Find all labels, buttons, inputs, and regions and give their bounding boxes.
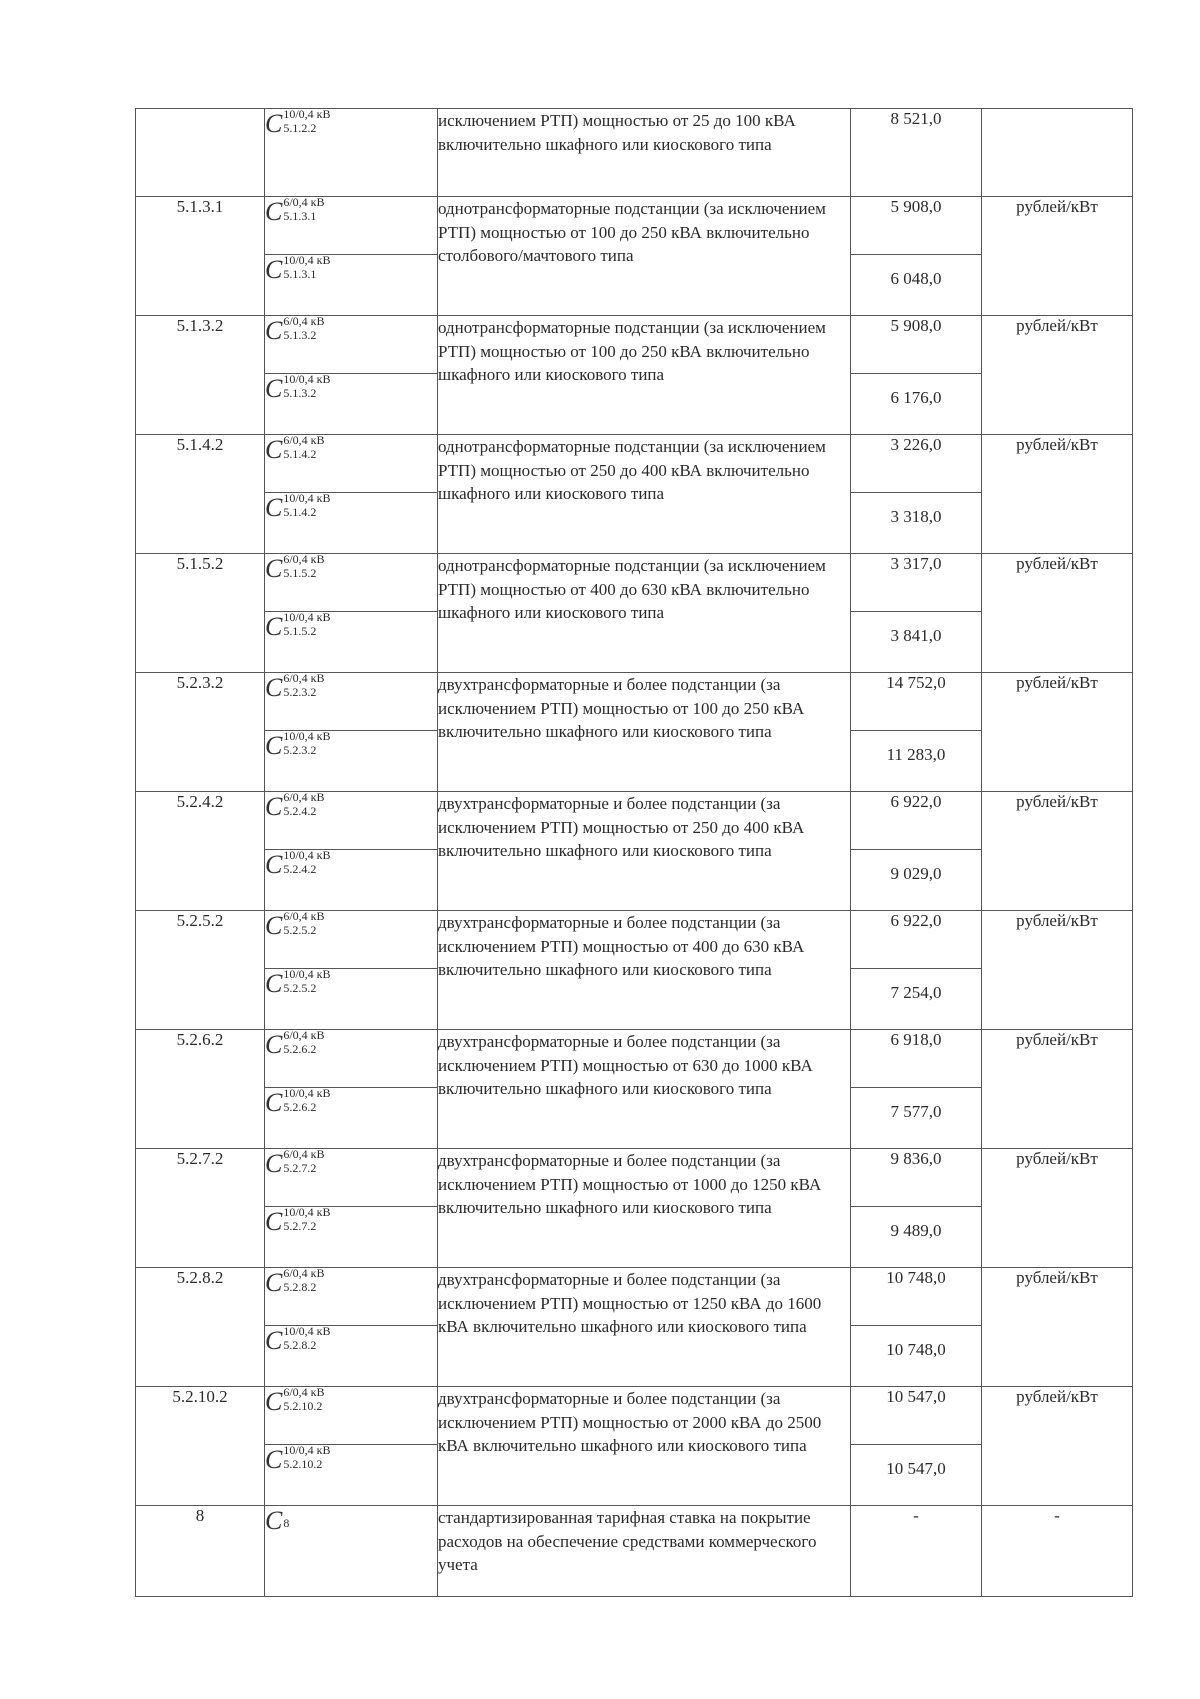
value-cell: 3 226,0 <box>851 435 982 493</box>
unit-cell: рублей/кВт <box>982 1268 1133 1387</box>
value-cell: 10 547,0 <box>851 1445 982 1506</box>
symbol-subscript: 5.2.10.2 <box>283 1457 323 1471</box>
symbol-subscript: 5.1.3.1 <box>283 267 317 281</box>
symbol-superscript: 10/0,4 кВ <box>283 1205 331 1219</box>
item-number-cell: 5.2.5.2 <box>136 911 265 1030</box>
symbol-subscript: 5.2.5.2 <box>283 923 317 937</box>
value-cell: 5 908,0 <box>851 197 982 255</box>
value-cell: 14 752,0 <box>851 673 982 731</box>
value-cell: 11 283,0 <box>851 731 982 792</box>
value-cell: 9 029,0 <box>851 850 982 911</box>
unit-cell <box>982 109 1133 197</box>
tariff-table <box>135 108 1133 1597</box>
symbol-subscript: 5.2.7.2 <box>283 1219 317 1233</box>
table-row <box>136 554 1133 612</box>
rate-symbol: C 10/0,4 кВ 5.1.3.2 <box>265 372 331 403</box>
unit-cell: рублей/кВт <box>982 316 1133 435</box>
symbol-cell <box>265 374 438 435</box>
description-cell: двухтрансформаторные и более подстанции (за исключением РТП) мощностью от 1000 до 1250 кВА включительно шкафного или киоскового типа <box>438 1149 851 1268</box>
symbol-subscript: 5.2.3.2 <box>283 685 317 699</box>
rate-symbol: C 6/0,4 кВ 5.1.3.2 <box>265 314 325 345</box>
value-cell: 8 521,0 <box>851 109 982 197</box>
rate-symbol: C 10/0,4 кВ 5.2.5.2 <box>265 967 331 998</box>
tariff-table-body <box>136 109 1133 1597</box>
unit-cell: - <box>982 1506 1133 1597</box>
symbol-cell <box>265 1088 438 1149</box>
value-cell: 6 918,0 <box>851 1030 982 1088</box>
symbol-superscript: 10/0,4 кВ <box>283 848 331 862</box>
rate-symbol: C 6/0,4 кВ 5.1.5.2 <box>265 552 325 583</box>
symbol-cell <box>265 1268 438 1326</box>
value-cell: 10 748,0 <box>851 1268 982 1326</box>
item-number-cell: 5.1.3.1 <box>136 197 265 316</box>
description-cell: двухтрансформаторные и более подстанции (за исключением РТП) мощностью от 400 до 630 кВА включительно шкафного или киоскового типа <box>438 911 851 1030</box>
value-cell: 6 922,0 <box>851 911 982 969</box>
rate-symbol: C 10/0,4 кВ 5.2.8.2 <box>265 1324 331 1355</box>
symbol-superscript: 10/0,4 кВ <box>283 967 331 981</box>
rate-symbol: C 10/0,4 кВ 5.1.2.2 <box>265 107 331 138</box>
rate-symbol: C 10/0,4 кВ 5.2.3.2 <box>265 729 331 760</box>
symbol-subscript: 5.2.10.2 <box>283 1399 323 1413</box>
symbol-cell <box>265 1207 438 1268</box>
value-cell: 7 254,0 <box>851 969 982 1030</box>
symbol-cell <box>265 1326 438 1387</box>
symbol-superscript: 10/0,4 кВ <box>283 1086 331 1100</box>
symbol-cell <box>265 969 438 1030</box>
symbol-superscript: 6/0,4 кВ <box>283 552 325 566</box>
rate-symbol: C 6/0,4 кВ 5.2.10.2 <box>265 1385 325 1416</box>
symbol-cell <box>265 792 438 850</box>
symbol-cell <box>265 731 438 792</box>
symbol-subscript: 5.1.3.2 <box>283 328 317 342</box>
symbol-cell <box>265 109 438 197</box>
symbol-superscript: 6/0,4 кВ <box>283 790 325 804</box>
symbol-superscript: 10/0,4 кВ <box>283 107 331 121</box>
rate-symbol: C 6/0,4 кВ 5.2.3.2 <box>265 671 325 702</box>
rate-symbol: C 8 <box>265 1506 290 1535</box>
description-cell: однотрансформаторные подстанции (за исключением РТП) мощностью от 250 до 400 кВА включительно шкафного или киоскового типа <box>438 435 851 554</box>
table-row <box>136 1149 1133 1207</box>
symbol-cell <box>265 1030 438 1088</box>
item-number-cell: 5.2.6.2 <box>136 1030 265 1149</box>
symbol-superscript: 10/0,4 кВ <box>283 610 331 624</box>
symbol-subscript: 5.1.4.2 <box>283 447 317 461</box>
symbol-superscript: 6/0,4 кВ <box>283 1147 325 1161</box>
symbol-superscript: 6/0,4 кВ <box>283 1385 325 1399</box>
rate-symbol: C 6/0,4 кВ 5.2.7.2 <box>265 1147 325 1178</box>
symbol-cell <box>265 197 438 255</box>
table-row <box>136 1506 1133 1597</box>
symbol-cell <box>265 435 438 493</box>
symbol-subscript: 5.2.6.2 <box>283 1100 317 1114</box>
description-cell: двухтрансформаторные и более подстанции (за исключением РТП) мощностью от 1250 кВА до 1600 кВА включительно шкафного или киоскового типа <box>438 1268 851 1387</box>
symbol-cell <box>265 493 438 554</box>
symbol-subscript: 5.1.2.2 <box>283 121 317 135</box>
symbol-subscript: 5.2.4.2 <box>283 862 317 876</box>
value-cell: 10 547,0 <box>851 1387 982 1445</box>
table-row <box>136 911 1133 969</box>
rate-symbol: C 10/0,4 кВ 5.1.3.1 <box>265 253 331 284</box>
symbol-superscript: 10/0,4 кВ <box>283 372 331 386</box>
symbol-cell <box>265 911 438 969</box>
table-row <box>136 435 1133 493</box>
value-cell: 6 176,0 <box>851 374 982 435</box>
rate-symbol: C 10/0,4 кВ 5.2.6.2 <box>265 1086 331 1117</box>
symbol-subscript: 5.1.3.2 <box>283 386 317 400</box>
rate-symbol: C 6/0,4 кВ 5.2.6.2 <box>265 1028 325 1059</box>
unit-cell: рублей/кВт <box>982 435 1133 554</box>
item-number-cell: 5.1.3.2 <box>136 316 265 435</box>
item-number-cell: 5.1.4.2 <box>136 435 265 554</box>
symbol-cell <box>265 554 438 612</box>
description-cell: однотрансформаторные подстанции (за исключением РТП) мощностью от 400 до 630 кВА включительно шкафного или киоскового типа <box>438 554 851 673</box>
rate-symbol: C 6/0,4 кВ 5.2.4.2 <box>265 790 325 821</box>
rate-symbol: C 6/0,4 кВ 5.2.8.2 <box>265 1266 325 1297</box>
table-row <box>136 197 1133 255</box>
item-number-cell: 5.2.7.2 <box>136 1149 265 1268</box>
rate-symbol: C 6/0,4 кВ 5.1.3.1 <box>265 195 325 226</box>
description-cell: двухтрансформаторные и более подстанции (за исключением РТП) мощностью от 250 до 400 кВА включительно шкафного или киоскового типа <box>438 792 851 911</box>
item-number-cell: 8 <box>136 1506 265 1597</box>
table-row <box>136 1030 1133 1088</box>
table-row <box>136 1387 1133 1445</box>
item-number-cell: 5.2.3.2 <box>136 673 265 792</box>
symbol-superscript: 6/0,4 кВ <box>283 671 325 685</box>
symbol-subscript: 5.2.6.2 <box>283 1042 317 1056</box>
symbol-subscript: 5.2.7.2 <box>283 1161 317 1175</box>
symbol-cell <box>265 850 438 911</box>
rate-symbol: C 6/0,4 кВ 5.1.4.2 <box>265 433 325 464</box>
symbol-cell <box>265 316 438 374</box>
item-number-cell <box>136 109 265 197</box>
symbol-superscript: 6/0,4 кВ <box>283 314 325 328</box>
symbol-cell <box>265 673 438 731</box>
table-row <box>136 673 1133 731</box>
symbol-cell <box>265 255 438 316</box>
symbol-subscript: 5.1.4.2 <box>283 505 317 519</box>
description-cell: двухтрансформаторные и более подстанции (за исключением РТП) мощностью от 2000 кВА до 2500 кВА включительно шкафного или киоскового типа <box>438 1387 851 1506</box>
item-number-cell: 5.1.5.2 <box>136 554 265 673</box>
value-cell: 6 922,0 <box>851 792 982 850</box>
item-number-cell: 5.2.10.2 <box>136 1387 265 1506</box>
symbol-cell <box>265 1445 438 1506</box>
description-cell: двухтрансформаторные и более подстанции (за исключением РТП) мощностью от 630 до 1000 кВА включительно шкафного или киоскового типа <box>438 1030 851 1149</box>
table-row <box>136 1268 1133 1326</box>
value-cell: 3 318,0 <box>851 493 982 554</box>
table-row <box>136 316 1133 374</box>
symbol-superscript: 10/0,4 кВ <box>283 253 331 267</box>
value-cell: 3 317,0 <box>851 554 982 612</box>
value-cell: - <box>851 1506 982 1597</box>
symbol-superscript: 6/0,4 кВ <box>283 1028 325 1042</box>
item-number-cell: 5.2.4.2 <box>136 792 265 911</box>
description-cell: однотрансформаторные подстанции (за исключением РТП) мощностью от 100 до 250 кВА включительно столбового/мачтового типа <box>438 197 851 316</box>
unit-cell: рублей/кВт <box>982 554 1133 673</box>
unit-cell: рублей/кВт <box>982 1387 1133 1506</box>
value-cell: 7 577,0 <box>851 1088 982 1149</box>
symbol-superscript: 6/0,4 кВ <box>283 1266 325 1280</box>
symbol-cell <box>265 1387 438 1445</box>
rate-symbol: C 6/0,4 кВ 5.2.5.2 <box>265 909 325 940</box>
description-cell: двухтрансформаторные и более подстанции (за исключением РТП) мощностью от 100 до 250 кВА включительно шкафного или киоскового типа <box>438 673 851 792</box>
rate-symbol: C 10/0,4 кВ 5.1.5.2 <box>265 610 331 641</box>
symbol-superscript: 10/0,4 кВ <box>283 491 331 505</box>
unit-cell: рублей/кВт <box>982 1149 1133 1268</box>
table-row <box>136 109 1133 197</box>
symbol-subscript: 5.2.3.2 <box>283 743 317 757</box>
rate-symbol: C 10/0,4 кВ 5.2.4.2 <box>265 848 331 879</box>
symbol-cell <box>265 1506 438 1597</box>
description-cell: однотрансформаторные подстанции (за исключением РТП) мощностью от 100 до 250 кВА включительно шкафного или киоскового типа <box>438 316 851 435</box>
description-cell: исключением РТП) мощностью от 25 до 100 кВА включительно шкафного или киоскового типа <box>438 109 851 197</box>
symbol-subscript: 5.1.3.1 <box>283 209 317 223</box>
value-cell: 9 836,0 <box>851 1149 982 1207</box>
rate-symbol: C 10/0,4 кВ 5.2.7.2 <box>265 1205 331 1236</box>
symbol-subscript: 5.2.5.2 <box>283 981 317 995</box>
symbol-cell <box>265 612 438 673</box>
symbol-subscript: 8 <box>283 1516 290 1530</box>
symbol-subscript: 5.2.8.2 <box>283 1280 317 1294</box>
symbol-subscript: 5.1.5.2 <box>283 624 317 638</box>
symbol-superscript: 6/0,4 кВ <box>283 909 325 923</box>
value-cell: 3 841,0 <box>851 612 982 673</box>
value-cell: 6 048,0 <box>851 255 982 316</box>
unit-cell: рублей/кВт <box>982 1030 1133 1149</box>
table-row <box>136 792 1133 850</box>
unit-cell: рублей/кВт <box>982 792 1133 911</box>
symbol-subscript: 5.2.8.2 <box>283 1338 317 1352</box>
symbol-superscript: 6/0,4 кВ <box>283 195 325 209</box>
symbol-subscript: 5.1.5.2 <box>283 566 317 580</box>
symbol-superscript: 10/0,4 кВ <box>283 1443 331 1457</box>
symbol-superscript: 10/0,4 кВ <box>283 729 331 743</box>
symbol-cell <box>265 1149 438 1207</box>
symbol-subscript: 5.2.4.2 <box>283 804 317 818</box>
value-cell: 10 748,0 <box>851 1326 982 1387</box>
value-cell: 5 908,0 <box>851 316 982 374</box>
description-cell: стандартизированная тарифная ставка на покрытие расходов на обеспечение средствами коммерческого учета <box>438 1506 851 1597</box>
unit-cell: рублей/кВт <box>982 673 1133 792</box>
symbol-superscript: 10/0,4 кВ <box>283 1324 331 1338</box>
value-cell: 9 489,0 <box>851 1207 982 1268</box>
item-number-cell: 5.2.8.2 <box>136 1268 265 1387</box>
unit-cell: рублей/кВт <box>982 911 1133 1030</box>
unit-cell: рублей/кВт <box>982 197 1133 316</box>
rate-symbol: C 10/0,4 кВ 5.2.10.2 <box>265 1443 331 1474</box>
rate-symbol: C 10/0,4 кВ 5.1.4.2 <box>265 491 331 522</box>
symbol-superscript: 6/0,4 кВ <box>283 433 325 447</box>
